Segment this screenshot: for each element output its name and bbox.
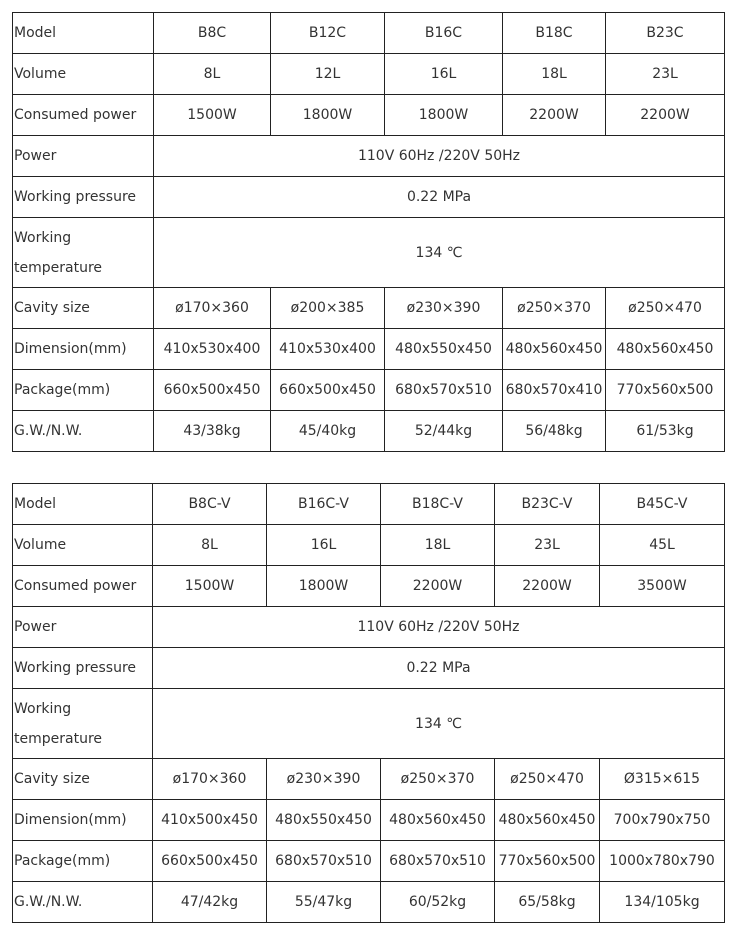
volume-cell: 45L xyxy=(600,525,725,566)
package-cell: 680x570x410 xyxy=(503,370,606,411)
weight-cell: 55/47kg xyxy=(267,882,381,923)
package-cell: 1000x780x790 xyxy=(600,841,725,882)
weight-cell: 45/40kg xyxy=(271,411,385,452)
working-pressure-cell: 0.22 MPa xyxy=(154,177,725,218)
consumed-power-cell: 1500W xyxy=(153,566,267,607)
dimension-cell: 480x550x450 xyxy=(385,329,503,370)
package-cell: 660x500x450 xyxy=(271,370,385,411)
label-working-temperature: Working temperature xyxy=(13,689,153,759)
package-cell: 680x570x510 xyxy=(381,841,495,882)
model-cell: B23C-V xyxy=(495,484,600,525)
row-power xyxy=(13,136,725,177)
consumed-power-cell: 1500W xyxy=(154,95,271,136)
weight-cell: 60/52kg xyxy=(381,882,495,923)
label-consumed-power: Consumed power xyxy=(13,566,153,607)
package-cell: 770x560x500 xyxy=(606,370,725,411)
label-working-pressure: Working pressure xyxy=(13,648,153,689)
consumed-power-cell: 3500W xyxy=(600,566,725,607)
package-cell: 680x570x510 xyxy=(267,841,381,882)
label-working-pressure: Working pressure xyxy=(13,177,154,218)
model-cell: B8C-V xyxy=(153,484,267,525)
model-cell: B12C xyxy=(271,13,385,54)
cavity-size-cell: ø250×470 xyxy=(495,759,600,800)
label-dimension: Dimension(mm) xyxy=(13,329,154,370)
consumed-power-cell: 1800W xyxy=(267,566,381,607)
row-consumed-power xyxy=(13,95,725,136)
weight-cell: 47/42kg xyxy=(153,882,267,923)
row-volume xyxy=(13,54,725,95)
package-cell: 660x500x450 xyxy=(153,841,267,882)
dimension-cell: 410x530x400 xyxy=(154,329,271,370)
label-volume: Volume xyxy=(13,525,153,566)
row-volume xyxy=(13,525,725,566)
cavity-size-cell: ø200×385 xyxy=(271,288,385,329)
consumed-power-cell: 1800W xyxy=(271,95,385,136)
row-package xyxy=(13,370,725,411)
label-weight: G.W./N.W. xyxy=(13,411,154,452)
volume-cell: 16L xyxy=(267,525,381,566)
row-working-pressure xyxy=(13,648,725,689)
dimension-cell: 480x560x450 xyxy=(606,329,725,370)
package-cell: 770x560x500 xyxy=(495,841,600,882)
row-working-temperature xyxy=(13,218,725,288)
working-temperature-cell: 134 ℃ xyxy=(154,218,725,288)
volume-cell: 8L xyxy=(153,525,267,566)
label-power: Power xyxy=(13,136,154,177)
label-package: Package(mm) xyxy=(13,370,154,411)
spec-table-2 xyxy=(12,483,725,923)
package-cell: 680x570x510 xyxy=(385,370,503,411)
cavity-size-cell: ø170×360 xyxy=(154,288,271,329)
volume-cell: 23L xyxy=(606,54,725,95)
power-cell: 110V 60Hz /220V 50Hz xyxy=(153,607,725,648)
consumed-power-cell: 2200W xyxy=(503,95,606,136)
weight-cell: 52/44kg xyxy=(385,411,503,452)
working-temperature-cell: 134 ℃ xyxy=(153,689,725,759)
cavity-size-cell: ø170×360 xyxy=(153,759,267,800)
consumed-power-cell: 1800W xyxy=(385,95,503,136)
weight-cell: 65/58kg xyxy=(495,882,600,923)
model-cell: B18C xyxy=(503,13,606,54)
row-power xyxy=(13,607,725,648)
row-model xyxy=(13,13,725,54)
spec-table-1 xyxy=(12,12,725,452)
model-cell: B18C-V xyxy=(381,484,495,525)
weight-cell: 134/105kg xyxy=(600,882,725,923)
label-dimension: Dimension(mm) xyxy=(13,800,153,841)
volume-cell: 8L xyxy=(154,54,271,95)
consumed-power-cell: 2200W xyxy=(381,566,495,607)
volume-cell: 12L xyxy=(271,54,385,95)
consumed-power-cell: 2200W xyxy=(495,566,600,607)
volume-cell: 23L xyxy=(495,525,600,566)
row-consumed-power xyxy=(13,566,725,607)
consumed-power-cell: 2200W xyxy=(606,95,725,136)
label-cavity-size: Cavity size xyxy=(13,759,153,800)
model-cell: B45C-V xyxy=(600,484,725,525)
model-cell: B8C xyxy=(154,13,271,54)
label-model: Model xyxy=(13,484,153,525)
row-dimension xyxy=(13,800,725,841)
row-working-temperature xyxy=(13,689,725,759)
dimension-cell: 480x550x450 xyxy=(267,800,381,841)
row-cavity-size xyxy=(13,288,725,329)
weight-cell: 56/48kg xyxy=(503,411,606,452)
row-dimension xyxy=(13,329,725,370)
dimension-cell: 480x560x450 xyxy=(503,329,606,370)
label-power: Power xyxy=(13,607,153,648)
row-weight xyxy=(13,411,725,452)
cavity-size-cell: ø230×390 xyxy=(385,288,503,329)
model-cell: B16C xyxy=(385,13,503,54)
row-model xyxy=(13,484,725,525)
label-weight: G.W./N.W. xyxy=(13,882,153,923)
weight-cell: 43/38kg xyxy=(154,411,271,452)
model-cell: B16C-V xyxy=(267,484,381,525)
volume-cell: 16L xyxy=(385,54,503,95)
label-cavity-size: Cavity size xyxy=(13,288,154,329)
label-consumed-power: Consumed power xyxy=(13,95,154,136)
cavity-size-cell: ø250×370 xyxy=(503,288,606,329)
dimension-cell: 410x530x400 xyxy=(271,329,385,370)
row-package xyxy=(13,841,725,882)
model-cell: B23C xyxy=(606,13,725,54)
cavity-size-cell: ø250×470 xyxy=(606,288,725,329)
volume-cell: 18L xyxy=(381,525,495,566)
label-package: Package(mm) xyxy=(13,841,153,882)
dimension-cell: 480x560x450 xyxy=(495,800,600,841)
label-model: Model xyxy=(13,13,154,54)
power-cell: 110V 60Hz /220V 50Hz xyxy=(154,136,725,177)
row-working-pressure xyxy=(13,177,725,218)
working-pressure-cell: 0.22 MPa xyxy=(153,648,725,689)
cavity-size-cell: ø230×390 xyxy=(267,759,381,800)
dimension-cell: 700x790x750 xyxy=(600,800,725,841)
cavity-size-cell: ø250×370 xyxy=(381,759,495,800)
label-working-temperature: Working temperature xyxy=(13,218,154,288)
cavity-size-cell: Ø315×615 xyxy=(600,759,725,800)
row-cavity-size xyxy=(13,759,725,800)
volume-cell: 18L xyxy=(503,54,606,95)
package-cell: 660x500x450 xyxy=(154,370,271,411)
dimension-cell: 480x560x450 xyxy=(381,800,495,841)
dimension-cell: 410x500x450 xyxy=(153,800,267,841)
weight-cell: 61/53kg xyxy=(606,411,725,452)
label-volume: Volume xyxy=(13,54,154,95)
row-weight xyxy=(13,882,725,923)
